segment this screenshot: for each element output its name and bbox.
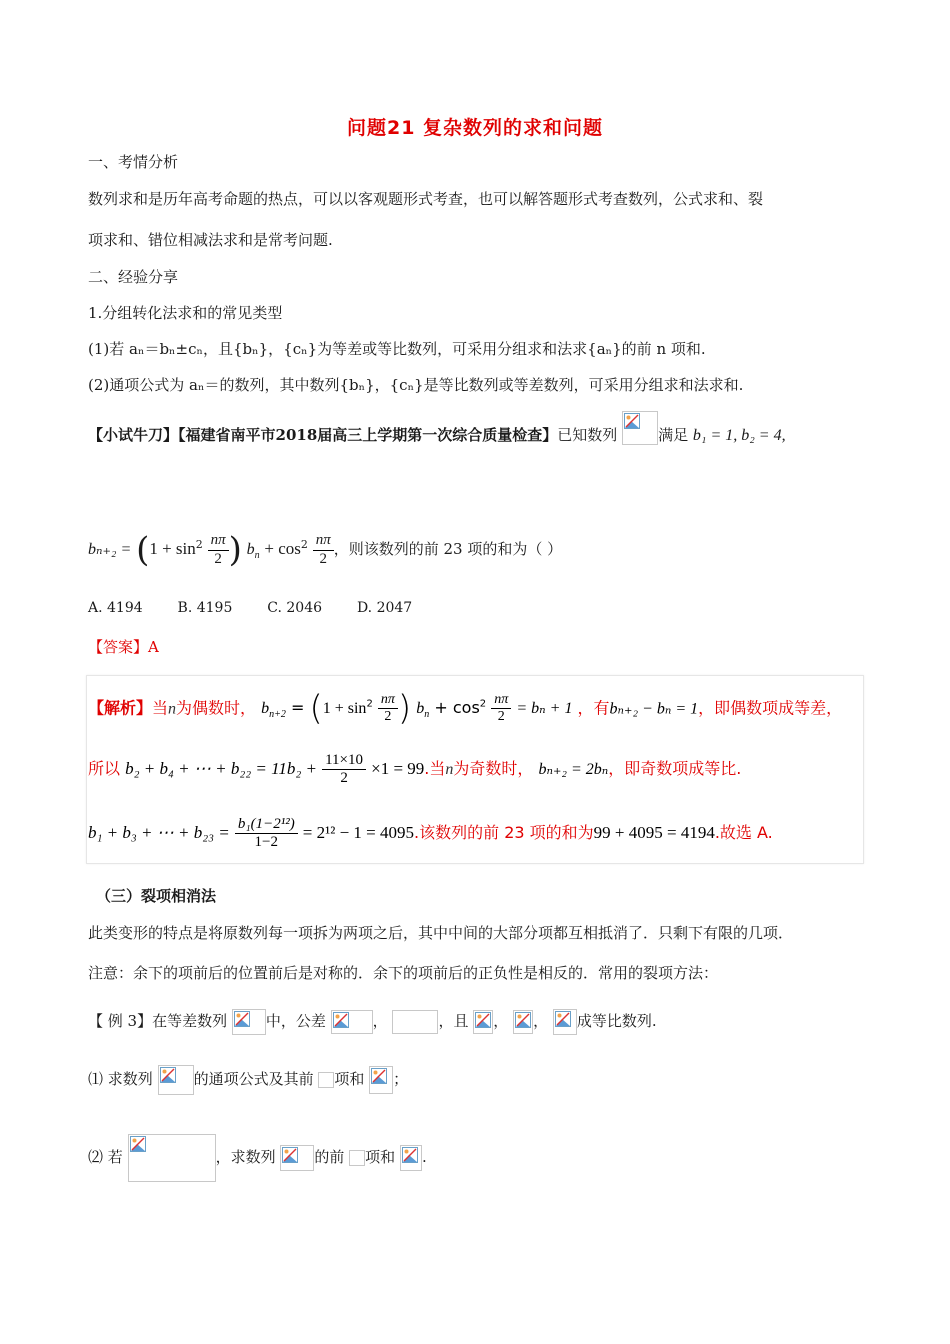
question-text: ⑴ 求数列 — [88, 1070, 153, 1088]
question-text: 的通项公式及其前 — [193, 1070, 314, 1088]
page-title: 问题21 复杂数列的求和问题 — [346, 117, 604, 139]
analysis-line1 — [88, 680, 842, 730]
analysis-text: ，有 — [577, 698, 610, 718]
example3-text: 中，公差 — [265, 1012, 326, 1030]
recurrence-lhs: bₙ₊₂ = — [88, 541, 132, 558]
image-placeholder — [513, 1010, 533, 1034]
image-placeholder — [349, 1150, 365, 1166]
example3-line — [88, 1006, 657, 1036]
question-text: 的前 — [314, 1148, 345, 1166]
image-placeholder — [280, 1145, 314, 1171]
item-heading-grouping: 1.分组转化法求和的常见类型 — [88, 304, 283, 322]
image-placeholder — [392, 1010, 438, 1034]
analysis-text: ，即偶数项成等差， — [698, 698, 843, 718]
trial-source: 【福建省南平市2018届高三上学期第一次综合质量检查】 — [178, 426, 558, 444]
image-placeholder — [400, 1145, 422, 1171]
fraction-denominator: 2 — [340, 770, 348, 786]
option-a: A. 4194 — [88, 600, 143, 616]
example3-text: 【 例 3】在等差数列 — [88, 1012, 228, 1030]
image-placeholder — [158, 1065, 194, 1095]
broken-image-icon — [515, 1012, 531, 1028]
image-placeholder — [369, 1066, 393, 1094]
analysis-eq4: bₙ₊₂ = 2bₙ — [538, 761, 609, 778]
image-placeholder — [553, 1009, 577, 1035]
analysis-var-n: n — [168, 700, 177, 718]
trial-recurrence: $b_{n+2} = (1 + \sin^2$ $\frac{n\pi}{2}$ ) $b_n + \cos^2$ $\frac{n\pi}{2}$ ，则该数列的前 23 项的和为（ ） — [88, 530, 563, 570]
image-placeholder — [232, 1009, 266, 1035]
analysis-eq2: bₙ₊₂ − bₙ = 1 — [609, 700, 699, 718]
broken-image-icon — [130, 1136, 146, 1152]
analysis-eq3: b₂ + b₄ + ⋯ + b₂₂ = 11b₂ + — [125, 759, 318, 778]
fraction-numerator: 11×10 — [322, 752, 366, 770]
section3-note: 注意：余下的项前后的位置前后是对称的．余下的项前后的正负性是相反的．常用的裂项方法： — [88, 964, 719, 982]
question-text: 项和 — [365, 1148, 396, 1166]
item-sub-2: (2)通项公式为 aₙ＝的数列，其中数列{bₙ}，{cₙ}是等比数列或等差数列，可采用分组求和法求和. — [88, 376, 744, 394]
trial-text-b: 满足 — [658, 426, 689, 444]
analysis-text: .当 — [424, 759, 446, 778]
analysis-text: .该数列的前 23 项的和为 — [414, 823, 594, 842]
recurrence-tail: ，则该数列的前 23 项的和为（ ） — [333, 540, 563, 558]
broken-image-icon — [555, 1011, 571, 1027]
analysis-eq3-tail: ×1 = 99 — [371, 759, 425, 778]
broken-image-icon — [333, 1012, 349, 1028]
broken-image-icon — [234, 1011, 250, 1027]
example3-text: ， — [372, 1012, 388, 1030]
analysis-text: 为偶数时， — [176, 698, 257, 718]
trial-condition: b₁ = 1, b₂ = 4, — [692, 427, 786, 444]
question-text: ，求数列 — [215, 1148, 276, 1166]
question-1 — [88, 1062, 408, 1096]
section-heading-analysis: 一、考情分析 — [88, 153, 179, 171]
item-sub-1: (1)若 aₙ＝bₙ±cₙ，且{bₙ}，{cₙ}为等差或等比数列，可采用分组求和法求{aₙ}的前 n 项和. — [88, 340, 706, 358]
fraction-numerator: b₁(1−2¹²) — [235, 816, 298, 834]
section-heading-telescoping: （三）裂项相消法 — [96, 887, 217, 905]
question-text: ； — [393, 1070, 409, 1088]
trial-tag: 【小试牛刀】 — [88, 426, 179, 444]
example3-text: 成等比数列. — [576, 1012, 657, 1030]
question-text: . — [421, 1148, 427, 1166]
option-c: C. 2046 — [267, 600, 323, 616]
broken-image-icon — [371, 1068, 387, 1084]
analysis-eq6: 99 + 4095 = 4194 — [593, 823, 715, 842]
analysis-text: 为奇数时， — [453, 759, 534, 778]
image-placeholder — [331, 1010, 373, 1034]
analysis-text: ，即奇数项成等比. — [608, 759, 742, 778]
broken-image-icon — [160, 1067, 176, 1083]
trial-line — [88, 424, 786, 445]
trial-options — [88, 600, 412, 616]
analysis-eq1-tail: = bₙ + 1 — [516, 700, 573, 718]
image-placeholder — [128, 1134, 216, 1182]
example3-text: ，且 — [438, 1012, 469, 1030]
analysis-line3 — [88, 808, 773, 858]
trial-text-a: 已知数列 — [557, 426, 618, 444]
section3-paragraph: 此类变形的特点是将原数列每一项拆为两项之后，其中中间的大部分项都互相抵消了．只剩下有限的几项． — [88, 924, 794, 942]
analysis-eq5-tail: = 2¹² − 1 = 4095 — [302, 823, 415, 842]
analysis-tag: 【解析】 — [88, 698, 153, 718]
broken-image-icon — [624, 413, 640, 429]
analysis-line2 — [88, 744, 741, 794]
analysis-text: 所以 — [88, 759, 121, 778]
broken-image-icon — [282, 1147, 298, 1163]
analysis-eq1: $b_{n+2} = (1 + \sin^2$ $\frac{n\pi}{2}$ ) $b_n + \cos^2$ $\frac{n\pi}{2}$ = bₙ + 1 — [261, 688, 573, 729]
analysis-text: 当 — [152, 698, 169, 718]
analysis-text: .故选 A. — [714, 823, 773, 842]
image-placeholder — [473, 1010, 493, 1034]
section-paragraph-line2: 项求和、错位相减法求和是常考问题. — [88, 231, 333, 249]
option-b: B. 4195 — [177, 600, 233, 616]
section-paragraph-line1: 数列求和是历年高考命题的热点，可以以客观题形式考查，也可以解答题形式考查数列，公式求和、裂 — [88, 190, 764, 208]
question-2 — [88, 1118, 427, 1168]
example3-text: ， — [493, 1012, 509, 1030]
image-placeholder — [318, 1072, 334, 1088]
broken-image-icon — [402, 1147, 418, 1163]
question-text: ⑵ 若 — [88, 1148, 123, 1166]
analysis-eq5: b₁ + b₃ + ⋯ + b₂₃ = — [88, 823, 230, 842]
image-placeholder — [622, 411, 658, 445]
option-d: D. 2047 — [356, 600, 413, 616]
question-text: 项和 — [334, 1070, 365, 1088]
fraction-denominator: 1−2 — [254, 834, 279, 850]
answer-label: 【答案】A — [88, 638, 159, 656]
example3-text: ， — [533, 1012, 549, 1030]
section-heading-experience: 二、经验分享 — [88, 268, 179, 286]
broken-image-icon — [475, 1012, 491, 1028]
analysis-var-n: n — [445, 761, 454, 778]
